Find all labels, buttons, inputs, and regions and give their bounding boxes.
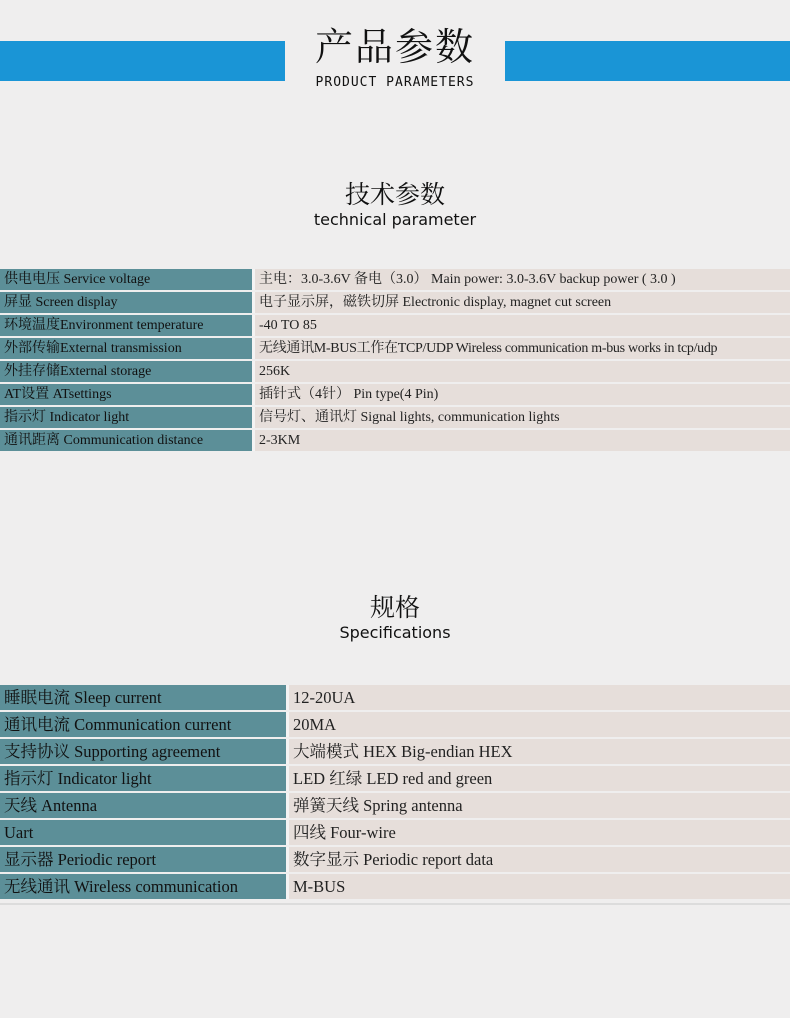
spec-value: 数字显示 Periodic report data xyxy=(289,847,790,872)
table-row xyxy=(0,361,790,382)
table-row xyxy=(0,269,790,290)
specifications-section-heading xyxy=(0,593,790,643)
table-row xyxy=(0,793,790,818)
technical-parameter-table xyxy=(0,267,790,453)
banner-bar-left xyxy=(0,41,285,81)
table-row xyxy=(0,874,790,899)
parameter-value: 无线通讯M-BUS工作在TCP/UDP Wireless communication m-bus works in tcp/udp xyxy=(255,338,790,359)
spec-value: M-BUS xyxy=(289,874,790,899)
banner-bar-right xyxy=(505,41,790,81)
divider xyxy=(0,903,790,905)
spec-value: 12-20UA xyxy=(289,685,790,710)
spec-name: 无线通讯 Wireless communication xyxy=(0,874,289,899)
parameter-name: 指示灯 Indicator light xyxy=(0,407,255,428)
spec-value: 四线 Four-wire xyxy=(289,820,790,845)
parameter-name: 外挂存储External storage xyxy=(0,361,255,382)
spec-name: 支持协议 Supporting agreement xyxy=(0,739,289,764)
spec-name: Uart xyxy=(0,820,289,845)
specifications-title-zh: 规格 xyxy=(369,593,420,622)
technical-title-zh: 技术参数 xyxy=(344,180,445,209)
technical-section-heading xyxy=(0,180,790,230)
table-row xyxy=(0,338,790,359)
parameter-value: 2-3KM xyxy=(255,430,790,451)
table-row xyxy=(0,712,790,737)
spec-value: LED 红绿 LED red and green xyxy=(289,766,790,791)
spec-value: 大端模式 HEX Big-endian HEX xyxy=(289,739,790,764)
specifications-title-en: Specifications xyxy=(339,623,451,642)
spec-value: 20MA xyxy=(289,712,790,737)
parameter-value: 插针式（4针） Pin type(4 Pin) xyxy=(255,384,790,405)
table-row xyxy=(0,685,790,710)
technical-title-en: technical parameter xyxy=(313,210,477,229)
parameter-name: 环境温度Environment temperature xyxy=(0,315,255,336)
parameter-name: 通讯距离 Communication distance xyxy=(0,430,255,451)
specifications-table xyxy=(0,683,790,901)
spec-name: 通讯电流 Communication current xyxy=(0,712,289,737)
page-title: 产品参数 xyxy=(314,25,475,69)
table-row xyxy=(0,739,790,764)
parameter-value: 主电：3.0-3.6V 备电（3.0） Main power: 3.0-3.6V backup power ( 3.0 ) xyxy=(255,269,790,290)
table-row xyxy=(0,407,790,428)
spec-name: 睡眠电流 Sleep current xyxy=(0,685,289,710)
parameter-value: 256K xyxy=(255,361,790,382)
page-subtitle: PRODUCT PARAMETERS xyxy=(315,75,475,90)
table-row xyxy=(0,384,790,405)
table-row xyxy=(0,820,790,845)
parameter-value: 电子显示屏，磁铁切屏 Electronic display, magnet cut screen xyxy=(255,292,790,313)
parameter-name: AT设置 ATsettings xyxy=(0,384,255,405)
parameter-name: 供电电压 Service voltage xyxy=(0,269,255,290)
parameter-name: 屏显 Screen display xyxy=(0,292,255,313)
spec-name: 显示器 Periodic report xyxy=(0,847,289,872)
table-row xyxy=(0,847,790,872)
spec-name: 指示灯 Indicator light xyxy=(0,766,289,791)
table-row xyxy=(0,292,790,313)
table-row xyxy=(0,430,790,451)
spec-name: 天线 Antenna xyxy=(0,793,289,818)
parameter-name: 外部传输External transmission xyxy=(0,338,255,359)
table-row xyxy=(0,766,790,791)
parameter-value: 信号灯、通讯灯 Signal lights, communication lights xyxy=(255,407,790,428)
spec-value: 弹簧天线 Spring antenna xyxy=(289,793,790,818)
parameter-value: -40 TO 85 xyxy=(255,315,790,336)
table-row xyxy=(0,315,790,336)
